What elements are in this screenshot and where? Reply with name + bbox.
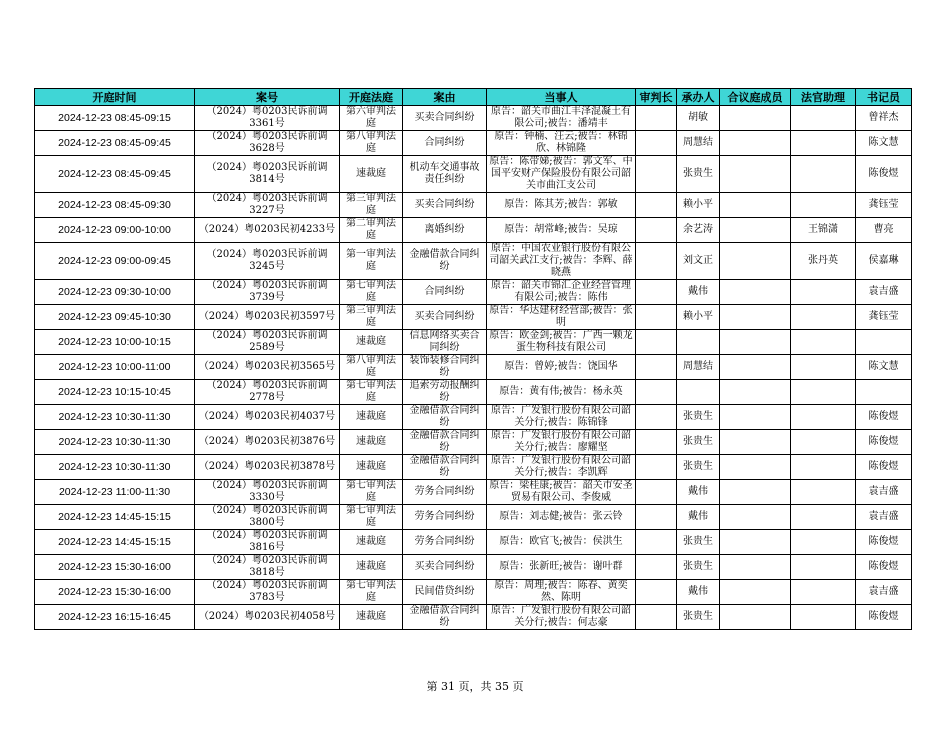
cell-members — [720, 455, 791, 480]
cell-assistant — [791, 280, 856, 305]
cell-members — [720, 530, 791, 555]
cell-clerk: 袁吉盛 — [856, 580, 912, 605]
cell-assistant — [791, 193, 856, 218]
cell-time: 2024-12-23 16:15-16:45 — [35, 605, 195, 630]
col-header-members: 合议庭成员 — [720, 89, 791, 106]
cell-clerk: 陈俊煜 — [856, 156, 912, 193]
cell-case: （2024）粤0203民诉前调3245号 — [195, 243, 340, 280]
col-header-time: 开庭时间 — [35, 89, 195, 106]
cell-members — [720, 305, 791, 330]
cell-case: （2024）粤0203民诉前调3816号 — [195, 530, 340, 555]
cell-handler: 余艺涛 — [677, 218, 720, 243]
cell-court: 第七审判法庭 — [340, 280, 403, 305]
cell-assistant — [791, 405, 856, 430]
cell-case: （2024）粤0203民初3876号 — [195, 430, 340, 455]
cell-parties: 原告：广发银行股份有限公司韶关分行;被告：陈锦锋 — [487, 405, 636, 430]
cell-clerk: 侯嘉琳 — [856, 243, 912, 280]
cell-clerk: 曹亮 — [856, 218, 912, 243]
cell-court: 第六审判法庭 — [340, 106, 403, 131]
cell-members — [720, 355, 791, 380]
table-row — [35, 455, 912, 480]
cell-judge — [636, 280, 677, 305]
cell-court: 速裁庭 — [340, 405, 403, 430]
cell-court: 速裁庭 — [340, 455, 403, 480]
cell-court: 第一审判法庭 — [340, 243, 403, 280]
table-row — [35, 355, 912, 380]
cell-parties: 原告：张新旺;被告：谢叶群 — [487, 555, 636, 580]
cell-parties: 原告：韶关市曲江丰泽混凝土有限公司;被告：潘靖丰 — [487, 106, 636, 131]
cell-cause: 买卖合同纠纷 — [403, 555, 487, 580]
cell-clerk: 陈俊煜 — [856, 405, 912, 430]
cell-case: （2024）粤0203民诉前调2589号 — [195, 330, 340, 355]
cell-parties: 原告：广发银行股份有限公司韶关分行;被告：廖耀坚 — [487, 430, 636, 455]
cell-court: 第三审判法庭 — [340, 193, 403, 218]
table-row — [35, 193, 912, 218]
cell-assistant — [791, 580, 856, 605]
table-row — [35, 430, 912, 455]
cell-time: 2024-12-23 08:45-09:15 — [35, 106, 195, 131]
cell-members — [720, 380, 791, 405]
header-row — [35, 89, 912, 106]
cell-handler: 戴伟 — [677, 580, 720, 605]
cell-clerk: 陈文慧 — [856, 355, 912, 380]
col-header-case: 案号 — [195, 89, 340, 106]
cell-assistant — [791, 156, 856, 193]
table-row — [35, 380, 912, 405]
cell-case: （2024）粤0203民诉前调3628号 — [195, 131, 340, 156]
cell-time: 2024-12-23 10:30-11:30 — [35, 405, 195, 430]
cell-court: 速裁庭 — [340, 530, 403, 555]
cell-cause: 金融借款合同纠纷 — [403, 455, 487, 480]
cell-parties: 原告：华达建材经营部;被告：张明 — [487, 305, 636, 330]
cell-cause: 装饰装修合同纠纷 — [403, 355, 487, 380]
cell-parties: 原告：陈其芳;被告：郭敏 — [487, 193, 636, 218]
cell-time: 2024-12-23 08:45-09:30 — [35, 193, 195, 218]
table-row — [35, 405, 912, 430]
cell-case: （2024）粤0203民初3878号 — [195, 455, 340, 480]
col-header-court: 开庭法庭 — [340, 89, 403, 106]
cell-members — [720, 280, 791, 305]
cell-judge — [636, 455, 677, 480]
table-row — [35, 580, 912, 605]
cell-clerk: 袁吉盛 — [856, 280, 912, 305]
table-row — [35, 280, 912, 305]
cell-assistant — [791, 355, 856, 380]
table-row — [35, 505, 912, 530]
cell-parties: 原告：广发银行股份有限公司韶关分行;被告：何志豪 — [487, 605, 636, 630]
cell-cause: 劳务合同纠纷 — [403, 530, 487, 555]
cell-parties: 原告：钟楠、汪云;被告：林锦欣、林锦隆 — [487, 131, 636, 156]
cell-handler: 张贵生 — [677, 605, 720, 630]
cell-parties: 原告：广发银行股份有限公司韶关分行;被告：李凯辉 — [487, 455, 636, 480]
cell-parties: 原告：欧官飞;被告：侯洪生 — [487, 530, 636, 555]
cell-time: 2024-12-23 14:45-15:15 — [35, 530, 195, 555]
cell-handler: 张贵生 — [677, 156, 720, 193]
cell-members — [720, 243, 791, 280]
table-row — [35, 305, 912, 330]
cell-court: 速裁庭 — [340, 330, 403, 355]
cell-case: （2024）粤0203民诉前调3330号 — [195, 480, 340, 505]
cell-members — [720, 106, 791, 131]
cell-assistant — [791, 430, 856, 455]
cell-court: 第七审判法庭 — [340, 380, 403, 405]
cell-handler: 张贵生 — [677, 530, 720, 555]
table-row — [35, 131, 912, 156]
cell-assistant — [791, 505, 856, 530]
cell-time: 2024-12-23 09:00-10:00 — [35, 218, 195, 243]
cell-clerk: 袁吉盛 — [856, 505, 912, 530]
cell-handler — [677, 330, 720, 355]
cell-case: （2024）粤0203民诉前调3800号 — [195, 505, 340, 530]
cell-case: （2024）粤0203民初3597号 — [195, 305, 340, 330]
cell-time: 2024-12-23 15:30-16:00 — [35, 580, 195, 605]
cell-handler: 戴伟 — [677, 480, 720, 505]
cell-time: 2024-12-23 08:45-09:45 — [35, 156, 195, 193]
cell-members — [720, 430, 791, 455]
cell-parties: 原告：韶关市锦汇企业经营管理有限公司;被告：陈伟 — [487, 280, 636, 305]
cell-court: 第三审判法庭 — [340, 305, 403, 330]
cell-court: 第七审判法庭 — [340, 580, 403, 605]
cell-members — [720, 605, 791, 630]
cell-cause: 合同纠纷 — [403, 280, 487, 305]
cell-judge — [636, 530, 677, 555]
cell-judge — [636, 106, 677, 131]
col-header-assistant: 法官助理 — [791, 89, 856, 106]
cell-handler: 刘文正 — [677, 243, 720, 280]
cell-assistant — [791, 455, 856, 480]
cell-judge — [636, 605, 677, 630]
cell-judge — [636, 405, 677, 430]
cell-time: 2024-12-23 09:00-09:45 — [35, 243, 195, 280]
cell-judge — [636, 131, 677, 156]
cell-court: 第八审判法庭 — [340, 131, 403, 156]
cell-case: （2024）粤0203民初4233号 — [195, 218, 340, 243]
cell-case: （2024）粤0203民诉前调3361号 — [195, 106, 340, 131]
cell-assistant — [791, 106, 856, 131]
cell-cause: 民间借贷纠纷 — [403, 580, 487, 605]
cell-clerk — [856, 380, 912, 405]
col-header-judge: 审判长 — [636, 89, 677, 106]
cell-handler: 戴伟 — [677, 505, 720, 530]
cell-parties: 原告：胡常峰;被告：吴琼 — [487, 218, 636, 243]
cell-case: （2024）粤0203民诉前调3783号 — [195, 580, 340, 605]
cell-time: 2024-12-23 11:00-11:30 — [35, 480, 195, 505]
table-row — [35, 218, 912, 243]
cell-parties: 原告：曾婷;被告：饶国华 — [487, 355, 636, 380]
cell-clerk: 龚钰莹 — [856, 193, 912, 218]
cell-cause: 金融借款合同纠纷 — [403, 430, 487, 455]
cell-assistant — [791, 305, 856, 330]
cell-handler: 赖小平 — [677, 193, 720, 218]
cell-clerk: 陈俊煜 — [856, 555, 912, 580]
cell-assistant — [791, 131, 856, 156]
cell-clerk: 袁吉盛 — [856, 480, 912, 505]
cell-handler: 周慧结 — [677, 131, 720, 156]
cell-judge — [636, 218, 677, 243]
cell-handler: 周慧结 — [677, 355, 720, 380]
cell-clerk: 陈俊煜 — [856, 430, 912, 455]
table-row — [35, 156, 912, 193]
table-row — [35, 605, 912, 630]
cell-court: 速裁庭 — [340, 156, 403, 193]
cell-clerk: 陈俊煜 — [856, 455, 912, 480]
cell-judge — [636, 555, 677, 580]
cell-case: （2024）粤0203民诉前调3739号 — [195, 280, 340, 305]
cell-assistant — [791, 555, 856, 580]
cell-parties: 原告：刘志健;被告：张云铃 — [487, 505, 636, 530]
cell-parties: 原告：欧金剑;被告：广西一颗龙蛋生物科技有限公司 — [487, 330, 636, 355]
hearing-schedule-table — [34, 88, 912, 630]
cell-members — [720, 193, 791, 218]
cell-members — [720, 405, 791, 430]
cell-cause: 机动车交通事故责任纠纷 — [403, 156, 487, 193]
cell-handler: 张贵生 — [677, 430, 720, 455]
table-row — [35, 243, 912, 280]
cell-members — [720, 580, 791, 605]
cell-judge — [636, 355, 677, 380]
cell-judge — [636, 193, 677, 218]
cell-handler: 胡敏 — [677, 106, 720, 131]
cell-assistant — [791, 480, 856, 505]
cell-time: 2024-12-23 09:45-10:30 — [35, 305, 195, 330]
table-row — [35, 530, 912, 555]
cell-clerk: 陈俊煜 — [856, 605, 912, 630]
cell-members — [720, 156, 791, 193]
cell-assistant — [791, 530, 856, 555]
col-header-clerk: 书记员 — [856, 89, 912, 106]
cell-cause: 金融借款合同纠纷 — [403, 405, 487, 430]
cell-members — [720, 480, 791, 505]
cell-case: （2024）粤0203民诉前调2778号 — [195, 380, 340, 405]
cell-time: 2024-12-23 10:15-10:45 — [35, 380, 195, 405]
cell-clerk: 陈俊煜 — [856, 530, 912, 555]
cell-cause: 信息网络买卖合同纠纷 — [403, 330, 487, 355]
cell-clerk: 曾祥杰 — [856, 106, 912, 131]
cell-judge — [636, 580, 677, 605]
cell-case: （2024）粤0203民诉前调3818号 — [195, 555, 340, 580]
cell-case: （2024）粤0203民初4037号 — [195, 405, 340, 430]
cell-court: 速裁庭 — [340, 605, 403, 630]
cell-case: （2024）粤0203民诉前调3227号 — [195, 193, 340, 218]
cell-assistant — [791, 380, 856, 405]
cell-cause: 买卖合同纠纷 — [403, 193, 487, 218]
cell-members — [720, 131, 791, 156]
col-header-cause: 案由 — [403, 89, 487, 106]
cell-parties: 原告：黄有伟;被告：杨永英 — [487, 380, 636, 405]
cell-court: 速裁庭 — [340, 430, 403, 455]
cell-cause: 合同纠纷 — [403, 131, 487, 156]
cell-cause: 买卖合同纠纷 — [403, 106, 487, 131]
cell-assistant — [791, 330, 856, 355]
cell-members — [720, 555, 791, 580]
cell-time: 2024-12-23 10:00-11:00 — [35, 355, 195, 380]
cell-time: 2024-12-23 15:30-16:00 — [35, 555, 195, 580]
cell-case: （2024）粤0203民初4058号 — [195, 605, 340, 630]
table-row — [35, 330, 912, 355]
cell-handler: 张贵生 — [677, 405, 720, 430]
col-header-handler: 承办人 — [677, 89, 720, 106]
cell-case: （2024）粤0203民初3565号 — [195, 355, 340, 380]
cell-clerk: 龚钰莹 — [856, 305, 912, 330]
cell-handler: 赖小平 — [677, 305, 720, 330]
cell-assistant: 张丹英 — [791, 243, 856, 280]
cell-judge — [636, 480, 677, 505]
page-footer: 第 31 页，共 35 页 — [426, 680, 524, 693]
cell-cause: 买卖合同纠纷 — [403, 305, 487, 330]
cell-assistant: 王锦潇 — [791, 218, 856, 243]
cell-members — [720, 505, 791, 530]
cell-handler: 张贵生 — [677, 555, 720, 580]
cell-judge — [636, 243, 677, 280]
cell-court: 第八审判法庭 — [340, 355, 403, 380]
cell-court: 速裁庭 — [340, 555, 403, 580]
cell-time: 2024-12-23 09:30-10:00 — [35, 280, 195, 305]
cell-time: 2024-12-23 10:30-11:30 — [35, 455, 195, 480]
cell-cause: 离婚纠纷 — [403, 218, 487, 243]
table-row — [35, 555, 912, 580]
cell-cause: 金融借款合同纠纷 — [403, 243, 487, 280]
cell-case: （2024）粤0203民诉前调3814号 — [195, 156, 340, 193]
cell-handler: 张贵生 — [677, 455, 720, 480]
cell-judge — [636, 380, 677, 405]
cell-court: 第二审判法庭 — [340, 218, 403, 243]
cell-handler — [677, 380, 720, 405]
cell-parties: 原告：陈带娣;被告：郭文军、中国平安财产保险股份有限公司韶关市曲江支公司 — [487, 156, 636, 193]
cell-cause: 追索劳动报酬纠纷 — [403, 380, 487, 405]
cell-time: 2024-12-23 14:45-15:15 — [35, 505, 195, 530]
cell-judge — [636, 156, 677, 193]
cell-parties: 原告：中国农业银行股份有限公司韶关武江支行;被告：李辉、薛晓燕 — [487, 243, 636, 280]
cell-court: 第七审判法庭 — [340, 505, 403, 530]
cell-time: 2024-12-23 10:30-11:30 — [35, 430, 195, 455]
cell-handler: 戴伟 — [677, 280, 720, 305]
cell-assistant — [791, 605, 856, 630]
cell-members — [720, 330, 791, 355]
cell-time: 2024-12-23 08:45-09:45 — [35, 131, 195, 156]
cell-cause: 金融借款合同纠纷 — [403, 605, 487, 630]
col-header-parties: 当事人 — [487, 89, 636, 106]
cell-court: 第七审判法庭 — [340, 480, 403, 505]
cell-clerk — [856, 330, 912, 355]
cell-judge — [636, 430, 677, 455]
cell-members — [720, 218, 791, 243]
cell-parties: 原告：梁桂康;被告：韶关市安圣贸易有限公司、李俊威 — [487, 480, 636, 505]
table-row — [35, 480, 912, 505]
cell-judge — [636, 330, 677, 355]
cell-cause: 劳务合同纠纷 — [403, 480, 487, 505]
cell-clerk: 陈文慧 — [856, 131, 912, 156]
table-row — [35, 106, 912, 131]
cell-judge — [636, 505, 677, 530]
cell-cause: 劳务合同纠纷 — [403, 505, 487, 530]
cell-time: 2024-12-23 10:00-10:15 — [35, 330, 195, 355]
cell-judge — [636, 305, 677, 330]
cell-parties: 原告：周理;被告：陈春、黄奕然、陈明 — [487, 580, 636, 605]
